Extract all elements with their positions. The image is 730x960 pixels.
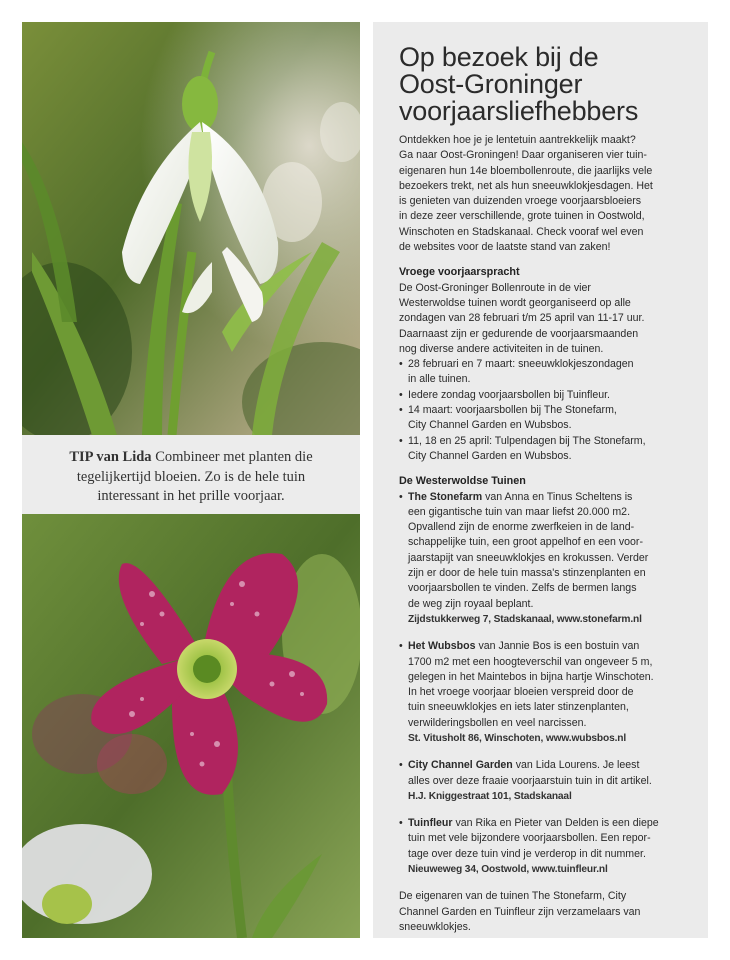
garden-line: 1700 m2 met een hoogteverschil van ongeveer 5 m, <box>408 655 653 668</box>
intro-paragraph <box>399 133 696 255</box>
garden-name: City Channel Garden <box>408 759 513 772</box>
garden-first-rest: van Anna en Tinus Scheltens is <box>482 490 633 503</box>
garden-address: H.J. Kniggestraat 101, Stadskanaal <box>408 790 572 802</box>
garden-name: Tuinfleur <box>408 817 453 830</box>
garden-entry-wubsbos <box>399 639 696 746</box>
garden-line: voorjaarsbollen te vinden. Zelfs de bermen langs <box>408 582 637 595</box>
paragraph-line: Westerwoldse tuinen wordt georganiseerd op alle <box>399 296 631 309</box>
title-line: voorjaarsliefhebbers <box>399 96 639 126</box>
list-item-line: City Channel Garden en Wubsbos. <box>408 449 572 462</box>
list-item <box>399 357 696 388</box>
list-item-line: • 11, 18 en 25 april: Tulpendagen bij The Stonefarm, <box>408 434 646 447</box>
garden-line: jaarstapijt van sneeuwklokjes en krokussen. Verder <box>408 551 649 564</box>
garden-line: schappelijke tuin, een groot appelhof en een voor- <box>408 536 643 549</box>
garden-entry-stonefarm <box>399 490 696 628</box>
garden-line: alles over deze fraaie voorjaarstuin tuin in dit artikel. <box>408 774 652 787</box>
tip-box <box>22 435 360 514</box>
closing-line: Channel Garden en Tuinfleur zijn verzamelaars van <box>399 905 641 918</box>
list-item-line: • Iedere zondag voorjaarsbollen bij Tuinfleur. <box>408 388 610 401</box>
garden-first-line <box>408 816 696 831</box>
garden-line: Opvallend zijn de enorme zwerfkeien in de land- <box>408 521 635 534</box>
garden-line: de weg zijn royaal beplant. <box>408 597 534 610</box>
garden-address: St. Vitusholt 86, Winschoten, www.wubsbos.nl <box>408 732 627 744</box>
title-line: Op bezoek bij de <box>399 42 599 72</box>
tip-line-2: tegelijkertijd bloeien. Zo is de hele tuin <box>76 468 306 485</box>
tip-line-3: interessant in het prille voorjaar. <box>97 488 285 504</box>
article-title <box>399 44 696 125</box>
list-item-line: City Channel Garden en Wubsbos. <box>408 419 572 432</box>
garden-first-line <box>408 639 696 654</box>
paragraph-line: nog diverse andere activiteiten in de tuinen. <box>399 342 604 355</box>
garden-line: tage over deze tuin vind je verderop in dit nummer. <box>408 847 646 860</box>
garden-line: zijn er door de hele tuin massa's stinzenplanten en <box>408 567 646 580</box>
tip-line-1: Combineer met planten die <box>155 449 313 465</box>
hellebore-photo <box>22 514 360 938</box>
garden-name: The Stonefarm <box>408 490 483 503</box>
section-heading: Vroege voorjaarspracht <box>399 266 520 279</box>
garden-line: gelegen in het Maintebos in bijna hartje Winschoten. <box>408 670 654 683</box>
intro-line: is genieten van duizenden vroege voorjaarsbloeiers <box>399 195 642 208</box>
list-item-line: in alle tuinen. <box>408 373 471 386</box>
garden-name: Het Wubsbos <box>408 640 476 653</box>
section-paragraph <box>399 281 696 357</box>
intro-line: de websites voor de laatste stand van zaken! <box>399 241 611 254</box>
intro-line: in deze zeer verschillende, grote tuinen in Oostwold, <box>399 210 645 223</box>
garden-first-rest: van Jannie Bos is een bostuin van <box>475 640 640 653</box>
closing-line: sneeuwklokjes. <box>399 920 471 933</box>
garden-entry-tuinfleur <box>399 816 696 877</box>
intro-line: Ga naar Oost-Groningen! Daar organiseren vier tuin- <box>399 149 647 162</box>
paragraph-line: De Oost-Groninger Bollenroute in de vier <box>399 281 591 294</box>
garden-address: Zijdstukkerweg 7, Stadskanaal, www.stonefarm.nl <box>408 613 642 625</box>
title-line: Oost-Groninger <box>399 69 583 99</box>
snowdrop-photo <box>22 22 360 435</box>
paragraph-line: Daarnaast zijn er gedurende de voorjaarsmaanden <box>399 327 639 340</box>
intro-line: Ontdekken hoe je je lentetuin aantrekkelijk maakt? <box>399 134 636 146</box>
list-item <box>399 434 696 465</box>
list-item <box>399 403 696 434</box>
event-list <box>399 357 696 464</box>
section-heading: De Westerwoldse Tuinen <box>399 475 526 488</box>
garden-line: In het vroege voorjaar bloeien verspreid door de <box>408 686 634 699</box>
paragraph-line: zondagen van 28 februari t/m 25 april van 11-17 uur. <box>399 312 645 325</box>
list-item-line: • 28 februari en 7 maart: sneeuwklokjeszondagen <box>408 358 634 371</box>
intro-line: bezoekers trekt, net als hun sneeuwklokjesdagen. Het <box>399 179 653 192</box>
intro-line: Winschoten en Stadskanaal. Check vooraf wel even <box>399 225 644 238</box>
garden-line: tuin sneeuwklokjes en iets later stinzenplanten, <box>408 701 629 714</box>
tip-label: TIP van Lida <box>69 449 152 465</box>
garden-first-line <box>408 758 696 773</box>
garden-first-line <box>408 490 696 505</box>
garden-first-rest: van Lida Lourens. Je leest <box>512 759 640 772</box>
garden-line: verwilderingsbollen en veel narcissen. <box>408 716 587 729</box>
intro-line: eigenaren hun 14e bloembollenroute, die jaarlijks vele <box>399 164 653 177</box>
list-item <box>399 388 696 403</box>
list-item-line: • 14 maart: voorjaarsbollen bij The Stonefarm, <box>408 404 617 417</box>
garden-address: Nieuweweg 34, Oostwold, www.tuinfleur.nl <box>408 864 608 876</box>
garden-line: tuin met vele bijzondere voorjaarsbollen. Een repor- <box>408 832 651 845</box>
garden-line: een gigantische tuin van maar liefst 20.000 m2. <box>408 505 631 518</box>
article-panel <box>373 22 708 938</box>
garden-first-rest: van Rika en Pieter van Delden is een diepe <box>452 817 659 830</box>
garden-entry-city-channel <box>399 758 696 804</box>
closing-line: De eigenaren van de tuinen The Stonefarm, City <box>399 890 627 903</box>
closing-paragraph <box>399 889 696 935</box>
